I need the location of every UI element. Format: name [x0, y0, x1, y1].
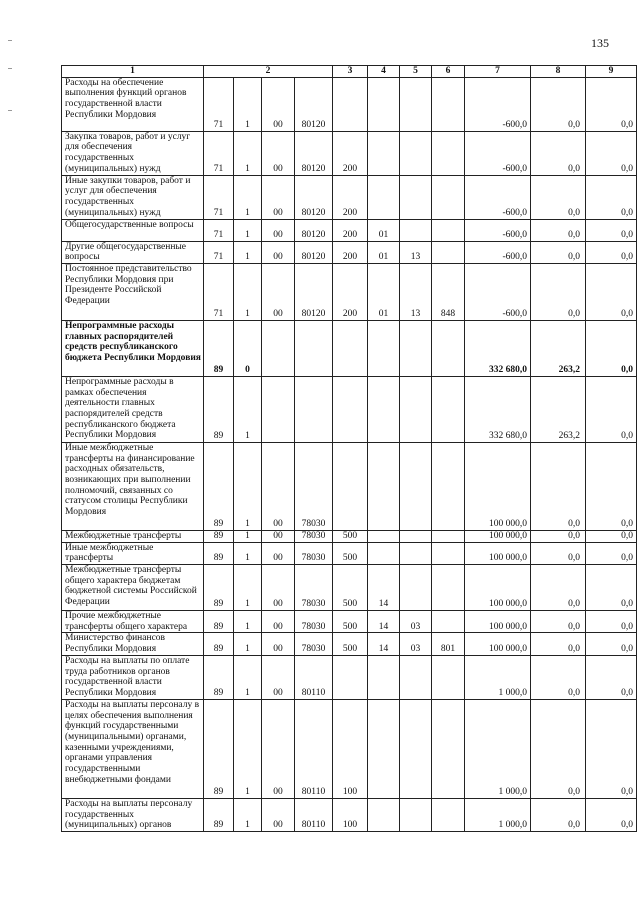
row-cell-c4: 80110 [295, 798, 333, 831]
row-cell-c4: 80120 [295, 263, 333, 320]
row-cell-c4: 80120 [295, 175, 333, 219]
row-cell-c3: 00 [262, 175, 295, 219]
row-cell-c1: 89 [204, 633, 234, 655]
row-cell-v7: 100 000,0 [465, 611, 531, 633]
row-cell-c8 [432, 131, 465, 175]
row-cell-c6 [368, 699, 400, 798]
row-cell-c2: 1 [234, 655, 262, 699]
row-cell-v8: 0,0 [531, 175, 586, 219]
row-cell-v9: 0,0 [586, 699, 637, 798]
row-cell-v9: 0,0 [586, 175, 637, 219]
row-cell-c5: 500 [333, 611, 368, 633]
row-cell-c7: 13 [400, 263, 432, 320]
row-cell-v9: 0,0 [586, 565, 637, 611]
header-cell: 4 [368, 66, 400, 78]
row-cell-v9: 0,0 [586, 633, 637, 655]
row-cell-c1: 71 [204, 77, 234, 131]
row-cell-v8: 0,0 [531, 530, 586, 542]
row-cell-c6 [368, 655, 400, 699]
row-cell-v9: 0,0 [586, 798, 637, 831]
row-description: Непрограммные расходы в рамках обеспечения деятельности главных распорядителей средств республиканского бюджета Республики Мордовия [62, 376, 204, 442]
row-description: Межбюджетные трансферты [62, 530, 204, 542]
row-cell-v9: 0,0 [586, 611, 637, 633]
row-cell-c6: 14 [368, 633, 400, 655]
row-cell-c1: 89 [204, 699, 234, 798]
row-cell-c1: 89 [204, 565, 234, 611]
row-cell-c8 [432, 77, 465, 131]
row-description: Расходы на выплаты персоналу в целях обеспечения выполнения функций государственными (муниципальными) органами, казенными учреждениями, органами управления государственными внебюджетными фондами [62, 699, 204, 798]
row-cell-c1: 89 [204, 611, 234, 633]
row-cell-c6: 01 [368, 219, 400, 241]
row-cell-c7 [400, 530, 432, 542]
table-row [62, 611, 637, 633]
row-cell-v9: 0,0 [586, 442, 637, 530]
row-cell-v8: 0,0 [531, 699, 586, 798]
row-description: Расходы на обеспечение выполнения функций органов государственной власти Республики Мордовия [62, 77, 204, 131]
row-cell-c2: 1 [234, 633, 262, 655]
row-cell-c6 [368, 131, 400, 175]
row-cell-v7: 100 000,0 [465, 565, 531, 611]
row-description: Другие общегосударственные вопросы [62, 241, 204, 263]
row-cell-v7: 1 000,0 [465, 655, 531, 699]
row-cell-c8 [432, 175, 465, 219]
row-cell-c3: 00 [262, 241, 295, 263]
row-cell-c4: 80120 [295, 241, 333, 263]
row-description: Иные закупки товаров, работ и услуг для обеспечения государственных (муниципальных) нужд [62, 175, 204, 219]
row-cell-c5: 100 [333, 798, 368, 831]
row-cell-c3: 00 [262, 798, 295, 831]
row-cell-c8 [432, 530, 465, 542]
row-cell-c5: 500 [333, 565, 368, 611]
header-cell: 2 [204, 66, 333, 78]
row-cell-c2: 1 [234, 542, 262, 564]
row-description: Иные межбюджетные трансферты [62, 542, 204, 564]
table-row [62, 798, 637, 831]
table-row [62, 175, 637, 219]
row-cell-c8: 848 [432, 263, 465, 320]
row-cell-c2: 1 [234, 77, 262, 131]
row-cell-c1: 89 [204, 442, 234, 530]
row-cell-c8 [432, 376, 465, 442]
row-cell-c8 [432, 442, 465, 530]
row-cell-c8 [432, 542, 465, 564]
row-cell-c1: 89 [204, 530, 234, 542]
row-cell-c7 [400, 655, 432, 699]
row-description: Расходы на выплаты по оплате труда работников органов государственной власти Республики Мордовия [62, 655, 204, 699]
table-row [62, 219, 637, 241]
table-row [62, 699, 637, 798]
row-cell-v9: 0,0 [586, 655, 637, 699]
row-cell-v7: -600,0 [465, 175, 531, 219]
row-cell-c2: 1 [234, 241, 262, 263]
row-cell-v8: 0,0 [531, 655, 586, 699]
row-cell-c4: 80120 [295, 131, 333, 175]
row-cell-c5: 500 [333, 542, 368, 564]
budget-table [61, 65, 637, 832]
row-cell-c3: 00 [262, 442, 295, 530]
row-cell-c3: 00 [262, 219, 295, 241]
row-cell-c3: 00 [262, 542, 295, 564]
table-row [62, 241, 637, 263]
row-cell-c2: 0 [234, 320, 262, 376]
header-cell: 7 [465, 66, 531, 78]
page-number: 135 [591, 36, 609, 50]
row-cell-c4: 78030 [295, 633, 333, 655]
row-cell-c3: 00 [262, 655, 295, 699]
row-cell-c1: 89 [204, 320, 234, 376]
row-cell-v8: 0,0 [531, 77, 586, 131]
row-cell-c8 [432, 611, 465, 633]
row-cell-c2: 1 [234, 376, 262, 442]
row-cell-v7: -600,0 [465, 219, 531, 241]
scan-mark [8, 110, 12, 111]
table-header-row [62, 66, 637, 78]
row-cell-c5: 200 [333, 241, 368, 263]
row-cell-c7 [400, 175, 432, 219]
row-cell-v8: 0,0 [531, 542, 586, 564]
row-cell-c1: 89 [204, 655, 234, 699]
row-cell-c1: 89 [204, 542, 234, 564]
row-cell-v7: 100 000,0 [465, 530, 531, 542]
scan-mark [8, 40, 12, 41]
row-cell-v9: 0,0 [586, 131, 637, 175]
row-cell-v7: -600,0 [465, 263, 531, 320]
row-cell-c5: 200 [333, 175, 368, 219]
row-description: Прочие межбюджетные трансферты общего характера [62, 611, 204, 633]
row-cell-c3: 00 [262, 611, 295, 633]
row-cell-c7 [400, 219, 432, 241]
row-description: Закупка товаров, работ и услуг для обеспечения государственных (муниципальных) нужд [62, 131, 204, 175]
row-cell-c1: 71 [204, 263, 234, 320]
row-cell-c3: 00 [262, 530, 295, 542]
row-cell-c6 [368, 175, 400, 219]
row-cell-v7: 100 000,0 [465, 633, 531, 655]
table-row [62, 320, 637, 376]
row-cell-c8 [432, 241, 465, 263]
header-cell: 6 [432, 66, 465, 78]
table-row [62, 131, 637, 175]
row-cell-c1: 89 [204, 798, 234, 831]
row-description: Министерство финансов Республики Мордовия [62, 633, 204, 655]
row-cell-c6 [368, 542, 400, 564]
row-cell-c4: 80110 [295, 699, 333, 798]
row-cell-c5 [333, 655, 368, 699]
row-cell-v8: 0,0 [531, 263, 586, 320]
row-cell-c8 [432, 219, 465, 241]
row-cell-c7 [400, 798, 432, 831]
row-cell-c3 [262, 376, 295, 442]
row-cell-c3: 00 [262, 565, 295, 611]
row-cell-c8 [432, 798, 465, 831]
row-cell-c7 [400, 699, 432, 798]
row-cell-c8 [432, 565, 465, 611]
row-cell-c5: 200 [333, 263, 368, 320]
row-cell-v9: 0,0 [586, 542, 637, 564]
row-cell-c8: 801 [432, 633, 465, 655]
row-cell-c2: 1 [234, 131, 262, 175]
row-cell-c6 [368, 376, 400, 442]
row-cell-c1: 71 [204, 131, 234, 175]
row-cell-v7: 1 000,0 [465, 699, 531, 798]
row-cell-c3: 00 [262, 633, 295, 655]
row-cell-v8: 0,0 [531, 241, 586, 263]
row-cell-v8: 0,0 [531, 565, 586, 611]
row-cell-v7: -600,0 [465, 131, 531, 175]
row-cell-c8 [432, 699, 465, 798]
table-row [62, 376, 637, 442]
row-cell-c5: 200 [333, 219, 368, 241]
row-cell-c4: 78030 [295, 530, 333, 542]
row-cell-v8: 0,0 [531, 442, 586, 530]
row-cell-v9: 0,0 [586, 263, 637, 320]
row-cell-c6 [368, 798, 400, 831]
table-row [62, 530, 637, 542]
row-cell-v7: -600,0 [465, 241, 531, 263]
row-description: Иные межбюджетные трансферты на финансирование расходных обязательств, возникающих при выполнении полномочий, связанных со статусом столицы Республики Мордовия [62, 442, 204, 530]
row-cell-c5 [333, 442, 368, 530]
row-cell-c5: 500 [333, 633, 368, 655]
table-row [62, 77, 637, 131]
row-cell-c5: 500 [333, 530, 368, 542]
row-cell-c5: 100 [333, 699, 368, 798]
row-cell-c2: 1 [234, 565, 262, 611]
row-cell-c2: 1 [234, 611, 262, 633]
table-row [62, 542, 637, 564]
table-row [62, 633, 637, 655]
row-cell-v9: 0,0 [586, 320, 637, 376]
row-cell-c5 [333, 77, 368, 131]
row-cell-c6: 14 [368, 611, 400, 633]
header-cell: 8 [531, 66, 586, 78]
row-cell-c2: 1 [234, 798, 262, 831]
table-row [62, 442, 637, 530]
header-cell: 1 [62, 66, 204, 78]
row-cell-v8: 263,2 [531, 376, 586, 442]
table-row [62, 263, 637, 320]
row-cell-c5 [333, 376, 368, 442]
row-cell-c6: 01 [368, 241, 400, 263]
row-cell-c7 [400, 542, 432, 564]
table-row [62, 655, 637, 699]
row-cell-c7: 03 [400, 611, 432, 633]
header-cell: 5 [400, 66, 432, 78]
scan-mark [8, 68, 12, 69]
row-cell-c7 [400, 131, 432, 175]
row-cell-c1: 71 [204, 219, 234, 241]
row-cell-v8: 0,0 [531, 131, 586, 175]
row-cell-c6 [368, 77, 400, 131]
row-cell-c3: 00 [262, 77, 295, 131]
header-cell: 3 [333, 66, 368, 78]
row-cell-v7: 1 000,0 [465, 798, 531, 831]
row-cell-c5: 200 [333, 131, 368, 175]
row-cell-c5 [333, 320, 368, 376]
row-cell-c7: 13 [400, 241, 432, 263]
row-cell-c2: 1 [234, 263, 262, 320]
row-cell-c4 [295, 320, 333, 376]
row-cell-v7: 332 680,0 [465, 376, 531, 442]
row-cell-c2: 1 [234, 175, 262, 219]
row-cell-v9: 0,0 [586, 77, 637, 131]
row-cell-c7 [400, 77, 432, 131]
row-cell-c6: 14 [368, 565, 400, 611]
row-cell-c3 [262, 320, 295, 376]
row-cell-c4: 78030 [295, 565, 333, 611]
row-cell-c7 [400, 442, 432, 530]
row-cell-c4 [295, 376, 333, 442]
row-cell-v8: 0,0 [531, 611, 586, 633]
row-cell-c1: 71 [204, 175, 234, 219]
header-cell: 9 [586, 66, 637, 78]
row-cell-v9: 0,0 [586, 376, 637, 442]
row-description: Непрограммные расходы главных распорядителей средств республиканского бюджета Республики Мордовия [62, 320, 204, 376]
row-cell-c2: 1 [234, 442, 262, 530]
row-cell-c4: 78030 [295, 442, 333, 530]
row-cell-c2: 1 [234, 219, 262, 241]
row-cell-v7: -600,0 [465, 77, 531, 131]
row-cell-c4: 80110 [295, 655, 333, 699]
row-cell-c6 [368, 530, 400, 542]
row-cell-c4: 78030 [295, 611, 333, 633]
row-description: Расходы на выплаты персоналу государственных (муниципальных) органов [62, 798, 204, 831]
row-cell-c4: 80120 [295, 77, 333, 131]
row-cell-v9: 0,0 [586, 219, 637, 241]
row-cell-v8: 0,0 [531, 798, 586, 831]
row-cell-c7: 03 [400, 633, 432, 655]
row-cell-v9: 0,0 [586, 241, 637, 263]
table-row [62, 565, 637, 611]
row-cell-c7 [400, 320, 432, 376]
row-description: Общегосударственные вопросы [62, 219, 204, 241]
row-cell-v7: 100 000,0 [465, 542, 531, 564]
row-cell-v7: 100 000,0 [465, 442, 531, 530]
row-cell-c3: 00 [262, 131, 295, 175]
row-cell-c1: 71 [204, 241, 234, 263]
row-cell-c4: 78030 [295, 542, 333, 564]
row-cell-c6: 01 [368, 263, 400, 320]
row-description: Постоянное представительство Республики Мордовия при Президенте Российской Федерации [62, 263, 204, 320]
row-cell-v7: 332 680,0 [465, 320, 531, 376]
row-cell-c3: 00 [262, 699, 295, 798]
row-cell-v8: 263,2 [531, 320, 586, 376]
row-cell-c6 [368, 320, 400, 376]
row-cell-c7 [400, 565, 432, 611]
row-cell-v9: 0,0 [586, 530, 637, 542]
row-cell-v8: 0,0 [531, 219, 586, 241]
row-cell-c7 [400, 376, 432, 442]
row-cell-c1: 89 [204, 376, 234, 442]
row-cell-c6 [368, 442, 400, 530]
row-cell-c8 [432, 320, 465, 376]
row-cell-c2: 1 [234, 530, 262, 542]
row-cell-c2: 1 [234, 699, 262, 798]
row-cell-c3: 00 [262, 263, 295, 320]
row-description: Межбюджетные трансферты общего характера бюджетам бюджетной системы Российской Федерации [62, 565, 204, 611]
row-cell-v8: 0,0 [531, 633, 586, 655]
row-cell-c4: 80120 [295, 219, 333, 241]
row-cell-c8 [432, 655, 465, 699]
